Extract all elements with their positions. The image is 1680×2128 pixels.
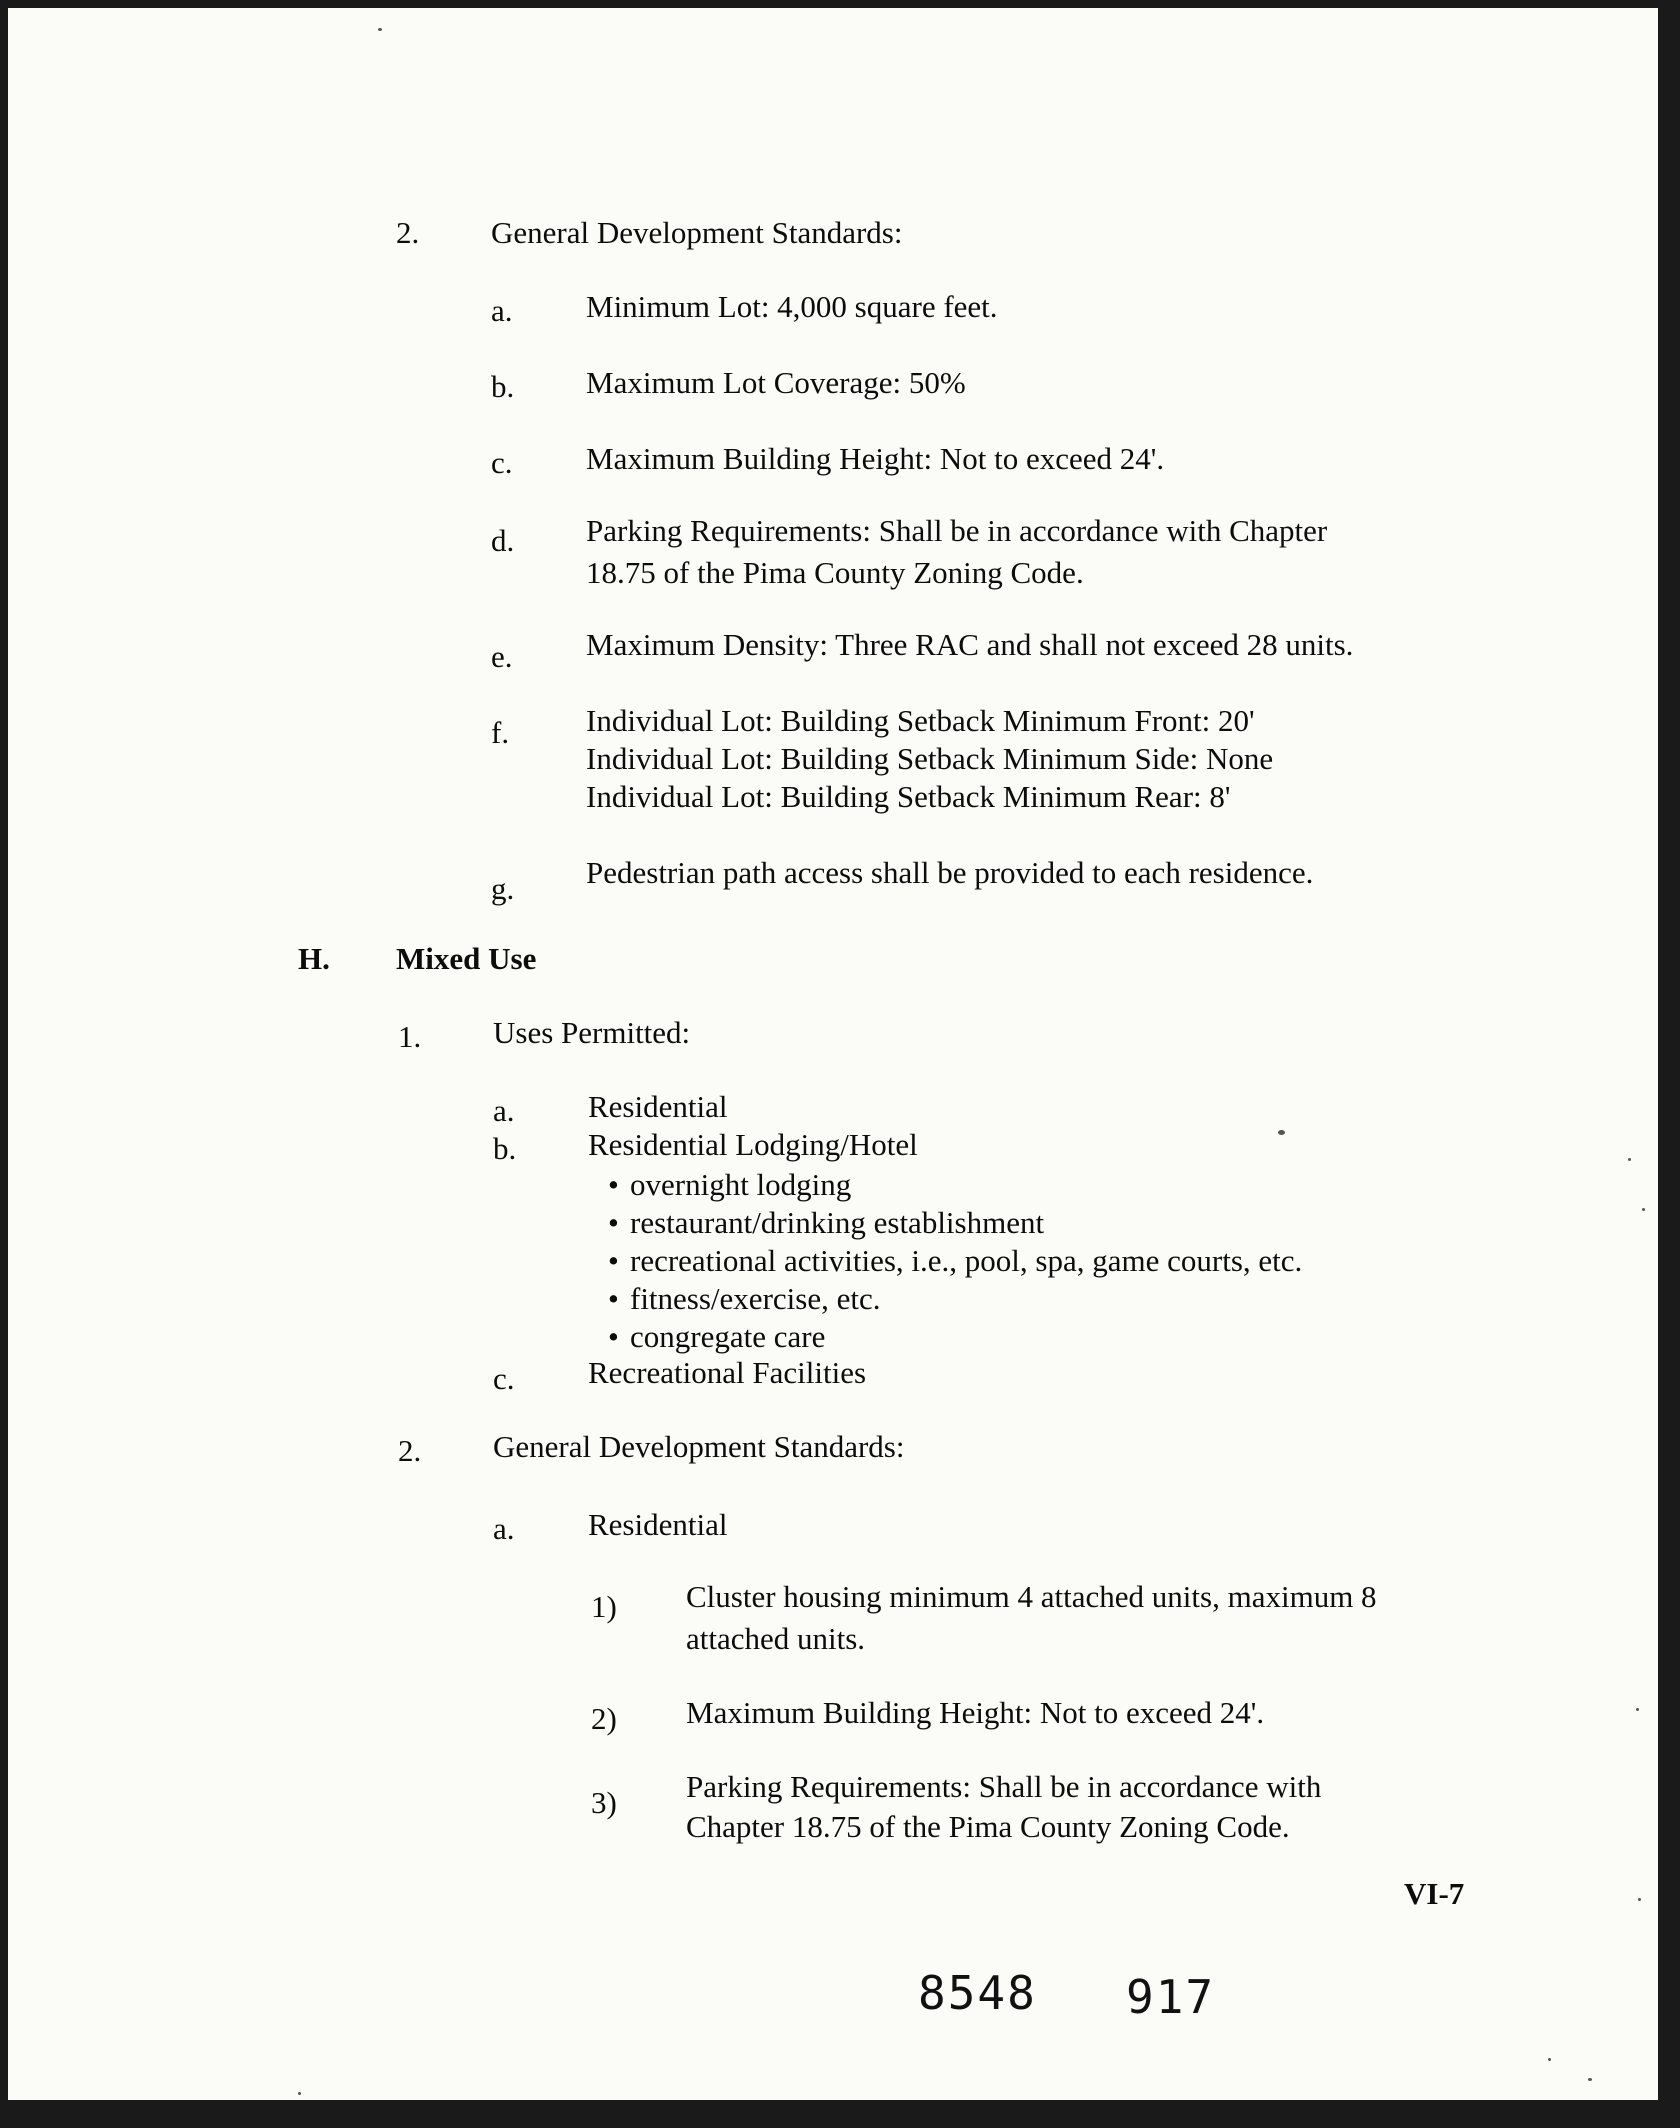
scan-speck xyxy=(1638,1898,1641,1901)
bullet-item: fitness/exercise, etc. xyxy=(630,1281,881,1316)
standards-number: 2. xyxy=(398,1433,422,1468)
item-e-letter: e. xyxy=(491,639,513,674)
uses-a-letter: a. xyxy=(493,1093,515,1128)
scan-speck xyxy=(1636,1708,1639,1711)
uses-b-letter: b. xyxy=(493,1131,517,1166)
standards-a-text: Residential xyxy=(588,1507,728,1542)
bullet-dot: • xyxy=(608,1167,619,1202)
scan-speck xyxy=(378,28,382,31)
uses-a-text: Residential xyxy=(588,1089,728,1124)
bullet-item: recreational activities, i.e., pool, spa, game courts, etc. xyxy=(630,1243,1303,1278)
standards-a-letter: a. xyxy=(493,1511,515,1546)
bullet-dot: • xyxy=(608,1243,619,1278)
bullet-item: restaurant/drinking establishment xyxy=(630,1205,1045,1240)
item-c-letter: c. xyxy=(491,445,513,480)
uses-title: Uses Permitted: xyxy=(493,1015,691,1050)
section-2-number: 2. xyxy=(396,215,420,250)
standards-item-1-line2: attached units. xyxy=(686,1621,866,1656)
section-h-title: Mixed Use xyxy=(396,941,537,976)
bullet-dot: • xyxy=(608,1205,619,1240)
scan-speck xyxy=(298,2092,301,2095)
item-b-text: Maximum Lot Coverage: 50% xyxy=(586,365,966,400)
item-a-letter: a. xyxy=(491,293,513,328)
section-h-letter: H. xyxy=(298,941,330,976)
standards-item-3-line1: Parking Requirements: Shall be in accordance with xyxy=(686,1769,1322,1804)
item-f-line1: Individual Lot: Building Setback Minimum Front: 20' xyxy=(586,703,1255,738)
bates-stamp-left: 8548 xyxy=(918,1966,1037,2020)
scan-speck xyxy=(1628,1158,1631,1161)
item-c-text: Maximum Building Height: Not to exceed 24'. xyxy=(586,441,1165,476)
uses-number: 1. xyxy=(398,1019,422,1054)
scan-speck xyxy=(1642,1208,1645,1211)
item-d-line1: Parking Requirements: Shall be in accordance with Chapter xyxy=(586,513,1328,548)
section-2-title: General Development Standards: xyxy=(491,215,903,250)
item-g-text: Pedestrian path access shall be provided to each residence. xyxy=(586,855,1314,890)
standards-item-1-number: 1) xyxy=(591,1589,617,1624)
bullet-dot: • xyxy=(608,1281,619,1316)
bullet-item: congregate care xyxy=(630,1319,826,1354)
scan-speck xyxy=(1548,2058,1551,2061)
bullet-item: overnight lodging xyxy=(630,1167,852,1202)
bates-stamp-right: 917 xyxy=(1126,1970,1216,2024)
item-d-line2: 18.75 of the Pima County Zoning Code. xyxy=(586,555,1084,590)
item-b-letter: b. xyxy=(491,369,515,404)
item-d-letter: d. xyxy=(491,523,515,558)
bullet-dot: • xyxy=(608,1319,619,1354)
standards-item-2-number: 2) xyxy=(591,1701,617,1736)
scan-speck xyxy=(1588,2078,1592,2081)
item-g-letter: g. xyxy=(491,871,515,906)
document-page xyxy=(8,8,1658,2100)
uses-c-text: Recreational Facilities xyxy=(588,1355,867,1390)
standards-item-1-line1: Cluster housing minimum 4 attached units, maximum 8 xyxy=(686,1579,1377,1614)
item-f-letter: f. xyxy=(491,715,510,750)
uses-c-letter: c. xyxy=(493,1361,515,1396)
item-a-text: Minimum Lot: 4,000 square feet. xyxy=(586,289,998,324)
standards-item-2-line1: Maximum Building Height: Not to exceed 24'. xyxy=(686,1695,1265,1730)
uses-b-text: Residential Lodging/Hotel xyxy=(588,1127,918,1162)
page-number: VI-7 xyxy=(1404,1876,1465,1911)
standards-title: General Development Standards: xyxy=(493,1429,905,1464)
scan-speck xyxy=(1278,1130,1285,1135)
standards-item-3-number: 3) xyxy=(591,1785,617,1820)
item-f-line2: Individual Lot: Building Setback Minimum Side: None xyxy=(586,741,1274,776)
item-f-line3: Individual Lot: Building Setback Minimum Rear: 8' xyxy=(586,779,1231,814)
item-e-text: Maximum Density: Three RAC and shall not exceed 28 units. xyxy=(586,627,1354,662)
standards-item-3-line2: Chapter 18.75 of the Pima County Zoning Code. xyxy=(686,1809,1290,1844)
